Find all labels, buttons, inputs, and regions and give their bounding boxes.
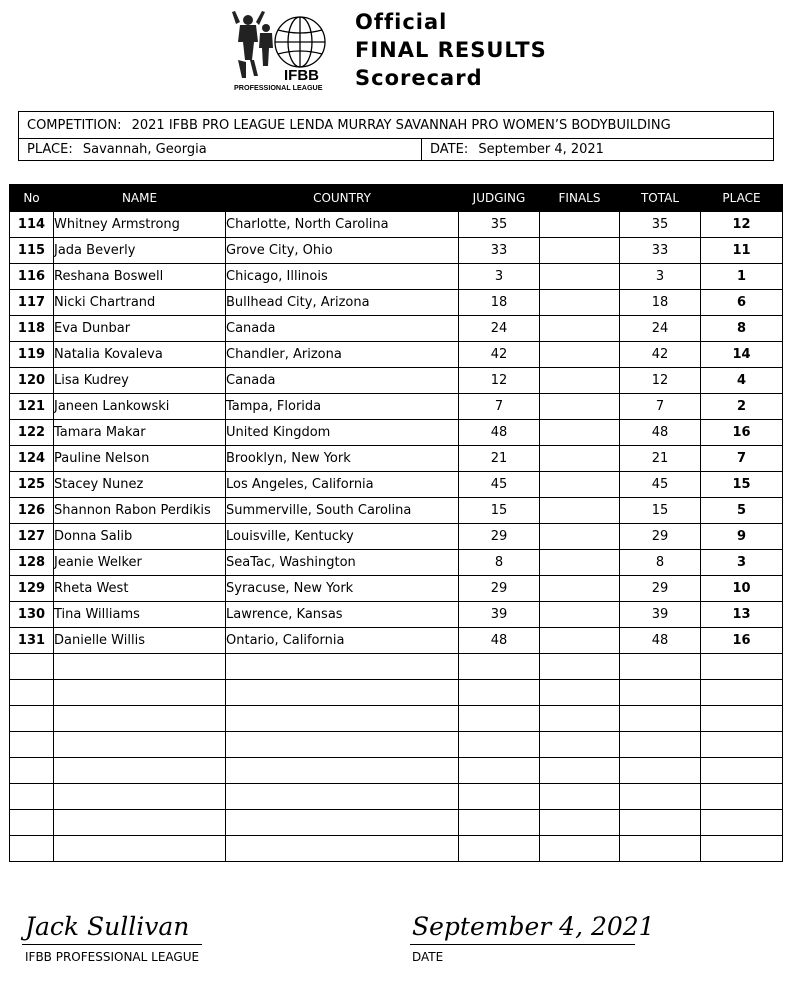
cell-place: 10 (701, 576, 783, 602)
date-label: DATE: (430, 142, 469, 157)
cell-total: 15 (620, 498, 701, 524)
cell-judging: 35 (459, 212, 540, 238)
cell-total: 35 (620, 212, 701, 238)
cell-place (701, 810, 783, 836)
cell-no (10, 706, 54, 732)
cell-name: Whitney Armstrong (54, 212, 226, 238)
cell-no: 115 (10, 238, 54, 264)
cell-total: 45 (620, 472, 701, 498)
header-judging: JUDGING (459, 185, 540, 212)
results-table (9, 184, 783, 862)
cell-judging (459, 810, 540, 836)
place-value: Savannah, Georgia (82, 142, 207, 157)
title-line-scorecard: Scorecard (355, 66, 483, 90)
cell-finals (540, 576, 620, 602)
cell-name: Tamara Makar (54, 420, 226, 446)
cell-place: 5 (701, 498, 783, 524)
cell-judging: 18 (459, 290, 540, 316)
cell-no: 120 (10, 368, 54, 394)
cell-no: 126 (10, 498, 54, 524)
table-row (10, 524, 783, 550)
cell-total: 8 (620, 550, 701, 576)
signature-date: September 4, 2021 (412, 912, 655, 941)
table-row (10, 264, 783, 290)
cell-judging: 12 (459, 368, 540, 394)
table-row (10, 212, 783, 238)
cell-country (226, 784, 459, 810)
cell-name: Jeanie Welker (54, 550, 226, 576)
header-country: COUNTRY (226, 185, 459, 212)
cell-no: 128 (10, 550, 54, 576)
cell-country (226, 758, 459, 784)
cell-finals (540, 212, 620, 238)
table-row (10, 680, 783, 706)
cell-name: Nicki Chartrand (54, 290, 226, 316)
cell-place (701, 706, 783, 732)
cell-name: Stacey Nunez (54, 472, 226, 498)
cell-country: Chicago, Illinois (226, 264, 459, 290)
cell-total: 48 (620, 628, 701, 654)
cell-total: 29 (620, 576, 701, 602)
cell-name: Reshana Boswell (54, 264, 226, 290)
cell-place: 3 (701, 550, 783, 576)
cell-place (701, 680, 783, 706)
table-row (10, 836, 783, 862)
table-row (10, 732, 783, 758)
cell-name (54, 680, 226, 706)
table-row (10, 446, 783, 472)
cell-finals (540, 472, 620, 498)
cell-place (701, 784, 783, 810)
cell-finals (540, 654, 620, 680)
ifbb-logo (228, 8, 348, 92)
table-row (10, 238, 783, 264)
cell-place (701, 758, 783, 784)
cell-country: SeaTac, Washington (226, 550, 459, 576)
date-cell (422, 139, 604, 161)
cell-place: 16 (701, 628, 783, 654)
table-row (10, 498, 783, 524)
cell-total: 3 (620, 264, 701, 290)
cell-no: 114 (10, 212, 54, 238)
svg-text:PROFESSIONAL LEAGUE: PROFESSIONAL LEAGUE (234, 83, 323, 92)
cell-no (10, 810, 54, 836)
cell-country: Canada (226, 368, 459, 394)
place-cell (19, 139, 422, 161)
cell-total: 29 (620, 524, 701, 550)
cell-no: 127 (10, 524, 54, 550)
cell-no: 130 (10, 602, 54, 628)
cell-total: 39 (620, 602, 701, 628)
cell-name (54, 654, 226, 680)
cell-no: 118 (10, 316, 54, 342)
table-row (10, 368, 783, 394)
table-row (10, 628, 783, 654)
cell-total (620, 784, 701, 810)
signature-line (22, 944, 202, 945)
cell-total: 48 (620, 420, 701, 446)
cell-place (701, 732, 783, 758)
cell-total: 18 (620, 290, 701, 316)
cell-total (620, 654, 701, 680)
cell-judging: 7 (459, 394, 540, 420)
cell-no: 122 (10, 420, 54, 446)
cell-finals (540, 758, 620, 784)
cell-name (54, 732, 226, 758)
cell-judging: 29 (459, 524, 540, 550)
cell-judging: 39 (459, 602, 540, 628)
table-row (10, 654, 783, 680)
cell-judging (459, 732, 540, 758)
place-date-row (19, 139, 773, 161)
cell-name (54, 758, 226, 784)
cell-total (620, 732, 701, 758)
signature-date-label: DATE (412, 950, 444, 964)
cell-total (620, 680, 701, 706)
cell-name: Lisa Kudrey (54, 368, 226, 394)
results-body (10, 212, 783, 862)
cell-finals (540, 706, 620, 732)
cell-name: Tina Williams (54, 602, 226, 628)
cell-place (701, 654, 783, 680)
cell-name: Pauline Nelson (54, 446, 226, 472)
cell-country (226, 680, 459, 706)
competition-row (19, 112, 773, 139)
header-total: TOTAL (620, 185, 701, 212)
cell-no: 119 (10, 342, 54, 368)
cell-judging: 3 (459, 264, 540, 290)
cell-judging: 48 (459, 628, 540, 654)
cell-place: 9 (701, 524, 783, 550)
cell-total: 12 (620, 368, 701, 394)
competition-info-box (18, 111, 774, 161)
header-finals: FINALS (540, 185, 620, 212)
cell-judging: 21 (459, 446, 540, 472)
cell-no (10, 758, 54, 784)
cell-country: Charlotte, North Carolina (226, 212, 459, 238)
cell-country: Tampa, Florida (226, 394, 459, 420)
cell-judging: 48 (459, 420, 540, 446)
cell-country: United Kingdom (226, 420, 459, 446)
cell-country: Chandler, Arizona (226, 342, 459, 368)
cell-finals (540, 290, 620, 316)
cell-place: 13 (701, 602, 783, 628)
cell-no: 124 (10, 446, 54, 472)
place-label: PLACE: (27, 142, 73, 157)
competition-label: COMPETITION: (27, 118, 122, 133)
cell-name: Eva Dunbar (54, 316, 226, 342)
cell-country (226, 706, 459, 732)
cell-country: Summerville, South Carolina (226, 498, 459, 524)
cell-name: Jada Beverly (54, 238, 226, 264)
cell-total: 24 (620, 316, 701, 342)
cell-finals (540, 628, 620, 654)
cell-name (54, 706, 226, 732)
date-line (410, 944, 635, 945)
date-value: September 4, 2021 (478, 142, 604, 157)
table-row (10, 706, 783, 732)
title-line-official: Official (355, 10, 448, 34)
table-row (10, 420, 783, 446)
table-row (10, 472, 783, 498)
cell-judging (459, 706, 540, 732)
cell-finals (540, 420, 620, 446)
cell-finals (540, 394, 620, 420)
table-row (10, 784, 783, 810)
header-place: PLACE (701, 185, 783, 212)
signature-org-label: IFBB PROFESSIONAL LEAGUE (25, 950, 200, 964)
cell-finals (540, 264, 620, 290)
cell-judging (459, 836, 540, 862)
cell-place: 8 (701, 316, 783, 342)
cell-finals (540, 836, 620, 862)
header-no: No (10, 185, 54, 212)
competition-value: 2021 IFBB PRO LEAGUE LENDA MURRAY SAVANNAH PRO WOMEN’S BODYBUILDING (131, 118, 671, 133)
cell-country (226, 732, 459, 758)
cell-judging: 8 (459, 550, 540, 576)
cell-no (10, 784, 54, 810)
cell-no (10, 836, 54, 862)
cell-place: 1 (701, 264, 783, 290)
cell-name: Donna Salib (54, 524, 226, 550)
cell-place (701, 836, 783, 862)
globe-icon (275, 17, 325, 67)
cell-no: 117 (10, 290, 54, 316)
cell-total (620, 836, 701, 862)
table-row (10, 810, 783, 836)
cell-place: 2 (701, 394, 783, 420)
table-row (10, 758, 783, 784)
cell-place: 4 (701, 368, 783, 394)
cell-no (10, 732, 54, 758)
cell-finals (540, 316, 620, 342)
cell-country: Canada (226, 316, 459, 342)
cell-no: 116 (10, 264, 54, 290)
cell-place: 12 (701, 212, 783, 238)
cell-judging: 15 (459, 498, 540, 524)
cell-no: 125 (10, 472, 54, 498)
table-row (10, 316, 783, 342)
cell-place: 14 (701, 342, 783, 368)
cell-total (620, 758, 701, 784)
cell-country: Grove City, Ohio (226, 238, 459, 264)
cell-country (226, 810, 459, 836)
cell-finals (540, 550, 620, 576)
cell-finals (540, 342, 620, 368)
cell-country: Bullhead City, Arizona (226, 290, 459, 316)
table-row (10, 550, 783, 576)
cell-total: 21 (620, 446, 701, 472)
judge-signature: Jack Sullivan (25, 912, 190, 941)
cell-country: Syracuse, New York (226, 576, 459, 602)
cell-finals (540, 446, 620, 472)
cell-country: Los Angeles, California (226, 472, 459, 498)
cell-no: 131 (10, 628, 54, 654)
cell-judging: 29 (459, 576, 540, 602)
cell-place: 6 (701, 290, 783, 316)
cell-finals (540, 602, 620, 628)
cell-finals (540, 732, 620, 758)
cell-name: Rheta West (54, 576, 226, 602)
cell-country (226, 836, 459, 862)
cell-name: Shannon Rabon Perdikis (54, 498, 226, 524)
cell-finals (540, 784, 620, 810)
cell-no: 121 (10, 394, 54, 420)
cell-judging (459, 654, 540, 680)
title-line-final-results: FINAL RESULTS (355, 38, 547, 62)
table-row (10, 576, 783, 602)
cell-place: 15 (701, 472, 783, 498)
cell-place: 7 (701, 446, 783, 472)
cell-name (54, 784, 226, 810)
cell-total (620, 810, 701, 836)
cell-judging (459, 758, 540, 784)
cell-country: Lawrence, Kansas (226, 602, 459, 628)
table-row (10, 602, 783, 628)
cell-name: Janeen Lankowski (54, 394, 226, 420)
cell-no: 129 (10, 576, 54, 602)
svg-text:IFBB: IFBB (284, 67, 319, 84)
cell-finals (540, 238, 620, 264)
cell-judging (459, 784, 540, 810)
cell-name (54, 810, 226, 836)
cell-place: 16 (701, 420, 783, 446)
cell-total: 7 (620, 394, 701, 420)
cell-country: Louisville, Kentucky (226, 524, 459, 550)
header-name: NAME (54, 185, 226, 212)
cell-no (10, 680, 54, 706)
cell-finals (540, 680, 620, 706)
table-row (10, 342, 783, 368)
cell-total: 42 (620, 342, 701, 368)
cell-judging: 24 (459, 316, 540, 342)
athletes-icon (232, 11, 273, 78)
cell-name: Danielle Willis (54, 628, 226, 654)
cell-no (10, 654, 54, 680)
table-header-row (10, 185, 783, 212)
cell-judging: 42 (459, 342, 540, 368)
cell-finals (540, 810, 620, 836)
cell-name (54, 836, 226, 862)
cell-finals (540, 498, 620, 524)
cell-place: 11 (701, 238, 783, 264)
cell-country: Brooklyn, New York (226, 446, 459, 472)
cell-country (226, 654, 459, 680)
cell-name: Natalia Kovaleva (54, 342, 226, 368)
cell-country: Ontario, California (226, 628, 459, 654)
cell-finals (540, 524, 620, 550)
cell-finals (540, 368, 620, 394)
table-row (10, 290, 783, 316)
cell-judging: 33 (459, 238, 540, 264)
cell-judging (459, 680, 540, 706)
cell-total: 33 (620, 238, 701, 264)
document-title (355, 8, 547, 92)
cell-total (620, 706, 701, 732)
cell-judging: 45 (459, 472, 540, 498)
table-row (10, 394, 783, 420)
